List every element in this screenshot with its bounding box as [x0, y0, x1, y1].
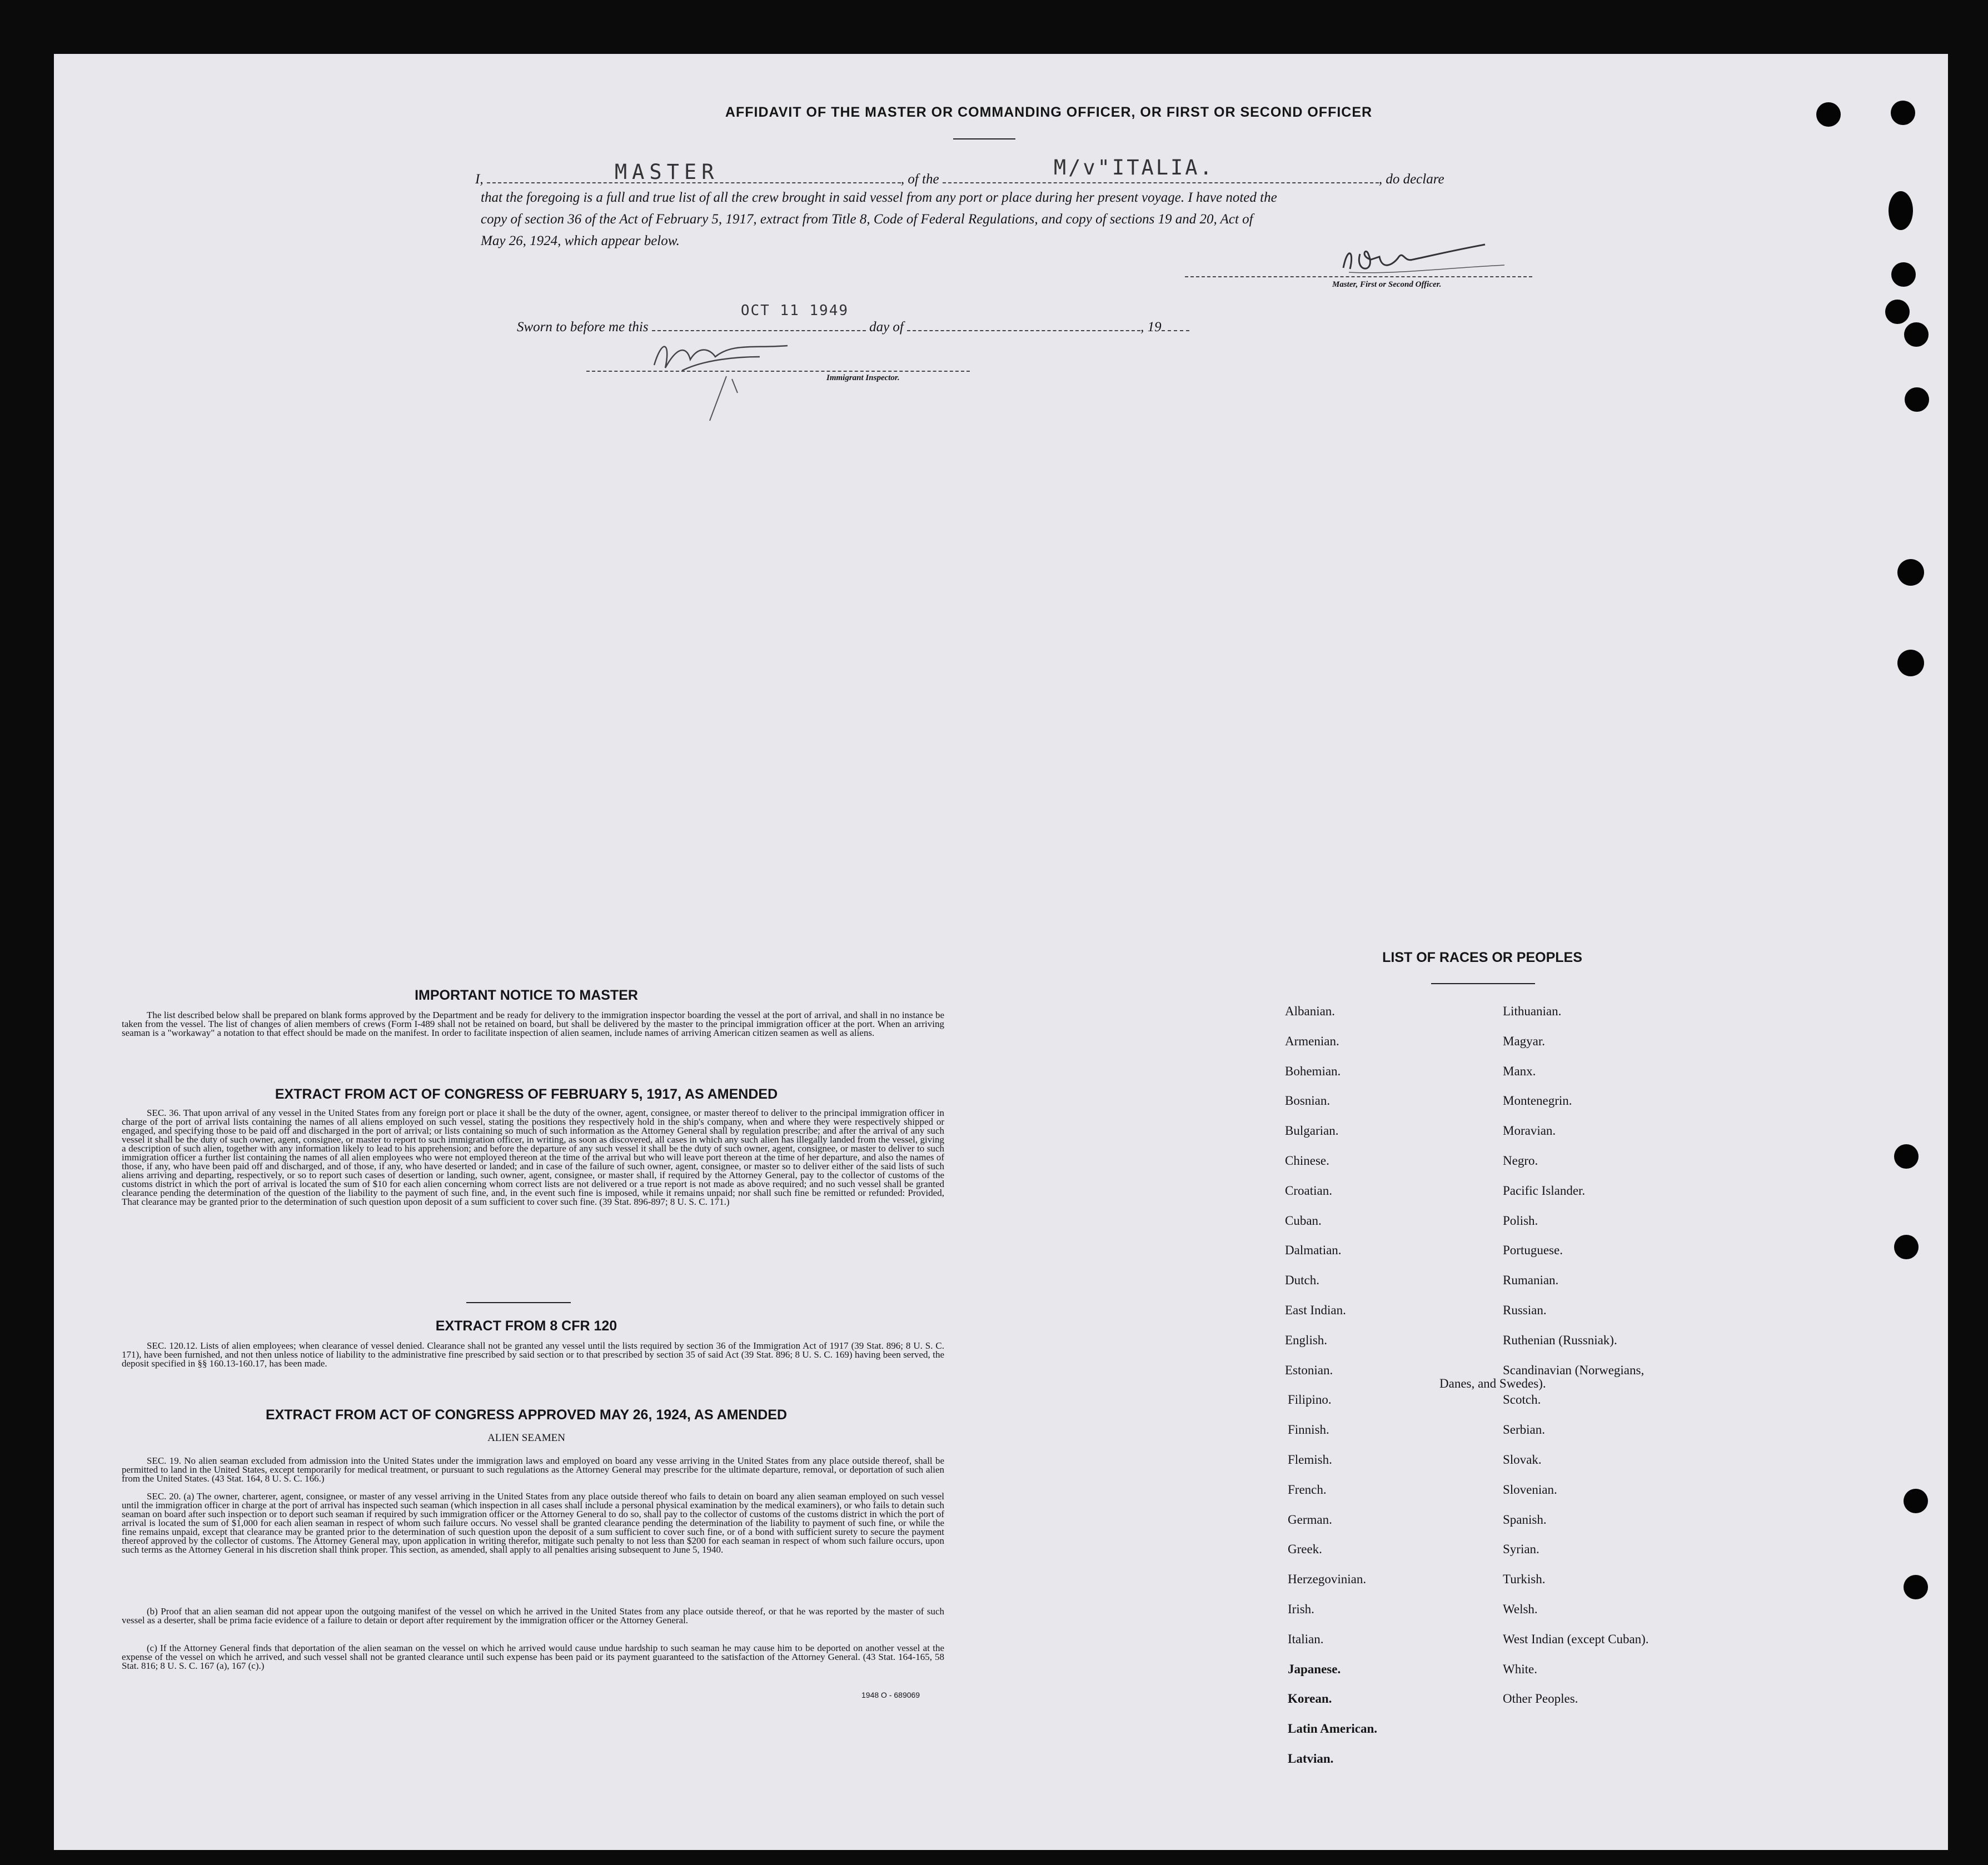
sworn-month-field[interactable] — [907, 316, 1140, 331]
extract-1917-text: SEC. 36. That upon arrival of any vessel in the United States from any foreign port or place it shall be the duty of the owner, agent, consignee, or master thereof to deliver to the principal immigration officer in charge of the port of arrival lists containing the names of all aliens employed on such vessel, stating the positions they respectively hold in the ship's company, when and where they were respectively shipped or engaged, and specifying those to be paid off and discharged in the port of arrival; or lists containing so much of such information as the Attorney General shall by regulation prescribe; and after the arrival of any such vessel it shall be the duty of such owner, agent, consignee, or master to report to such immigration officer, in writing, as soon as discovered, all cases in which any such alien has illegally landed from the vessel, giving a description of such alien, together with any information likely to lead to his apprehension; and before the departure of any such vessel it shall be the duty of such owner, agent, consignee, or master to deliver to such immigration officer a further list containing the names of all alien employees who were not employed thereon at the time of the arrival but who will leave port thereon at the time of her departure, and also the names of those, if any, who have been paid off and discharged, and of those, if any, who have deserted or landed; and in case of the failure of such owner, agent, consignee, or master so to deliver either of the said lists of such aliens arriving and departing, respectively, or so to report such cases of desertion or landing, such owner, agent, consignee, or master shall, if required by the Attorney General, pay to the collector of customs of the customs district in which the port of arrival is located the sum of $10 for each alien concerning whom correct lists are not delivered or a true report is not made as above required; and no such vessel shall be granted clearance pending the determination of the question of the liability to the payment of such fine, and, in the event such fine is imposed, while it remains unpaid; nor shall such fine be remitted or refunded: Provided, That clearance may be granted prior to the determination of such question upon deposit of a sum sufficient to cover such fine. (39 Stat. 896-897; 8 U. S. C. 171.) — [122, 1108, 944, 1207]
title-rule — [953, 138, 1015, 139]
punch-hole — [1904, 1575, 1928, 1599]
inspector-signature — [649, 326, 815, 443]
race-item-right: Scandinavian (Norwegians, — [1503, 1363, 1645, 1377]
extract-cfr-text: SEC. 120.12. Lists of alien employees; when clearance of vessel denied. Clearance shall not be granted any vessel until the lists required by section 36 of the Immigration Act of 1917 (39 Stat. 896; 8 U. S. C. 171), have been furnished, and not then unless notice of liability to the administrative fine prescribed by said section or to that prescribed by section 35 of said Act (39 Stat. 896; 8 U. S. C. 169) having been served, the deposit specified in §§ 160.13-160.17, has been made. — [122, 1340, 944, 1369]
race-item-right: Russian. — [1503, 1303, 1547, 1317]
extract-1924-sec20a: SEC. 20. (a) The owner, charterer, agent, consignee, or master of any vessel arriving in the United States from any place outside thereof who fails to detain on board any alien seaman employed on such vessel until the immigration officer in charge at the port of arrival has inspected such seaman (which inspection in all cases shall include a personal physical examination by the medical examiners), or who fails to detain such seaman on board after such inspection or to deport such seaman if required by such immigration officer or the Attorney General to do so, shall pay to the collector of customs of the customs district in which the port of arrival is located the sum of $1,000 for each alien seaman in respect of whom such failure occurs. No vessel shall be granted clearance pending the determination of the liability to payment of such fine, or while the fine remains unpaid, except that clearance may be granted prior to the determination of such question upon the deposit of a sum sufficient to cover such fine, or of a bond with sufficient surety to secure the payment thereof approved by the collector of customs. The Attorney General may, upon application in writing therefor, mitigate such penalty to not less than $200 for each seaman in respect of whom such failure occurs, upon such terms as the Attorney General in his discretion shall think proper. This section, as amended, shall apply to all penalties arising subsequent to June 5, 1940. — [122, 1491, 944, 1555]
race-item-right: Pacific Islander. — [1503, 1183, 1586, 1198]
vessel-field[interactable] — [943, 156, 1379, 183]
punch-hole — [1897, 650, 1924, 676]
race-item-left: Estonian. — [1285, 1363, 1333, 1377]
section-rule — [466, 1302, 571, 1303]
notice-title: IMPORTANT NOTICE TO MASTER — [415, 988, 638, 1003]
race-item-right: West Indian (except Cuban). — [1503, 1632, 1649, 1646]
inspector-caption: Immigrant Inspector. — [826, 373, 900, 382]
race-item-right: Turkish. — [1503, 1572, 1546, 1587]
races-title: LIST OF RACES OR PEOPLES — [1382, 950, 1582, 965]
extract-1924-sec20c: (c) If the Attorney General finds that deportation of the alien seaman on the vessel on which he arrived would cause undue hardship to such seaman he may cause him to be deported on another vessel at the expense of the vessel on which he arrived, and such vessel shall not be granted clearance until such expense has been paid or its payment guaranteed to the satisfaction of the Attorney General. (43 Stat. 164-165, 58 Stat. 816; 8 U. S. C. 167 (a), 167 (c).) — [122, 1643, 944, 1671]
day-of-label: day of — [869, 320, 904, 335]
race-item-left: Latin American. — [1288, 1722, 1377, 1736]
document-page — [54, 54, 1948, 1850]
race-item-left: Herzegovinian. — [1288, 1572, 1367, 1587]
race-item-right: Rumanian. — [1503, 1273, 1559, 1288]
year-prefix: , 19 — [1140, 320, 1162, 335]
race-item-left: East Indian. — [1285, 1303, 1346, 1317]
race-item-right: White. — [1503, 1662, 1537, 1676]
race-item-right: Slovenian. — [1503, 1482, 1557, 1497]
sworn-line — [517, 302, 1323, 338]
notice-text: The list described below shall be prepared on blank forms approved by the Department and be ready for delivery to the immigration inspector boarding the vessel at the port of arrival, and shall in no instance be taken from the vessel. The list of changes of alien members of crews (Form I-489 shall not be retained on board, but shall be delivered by the master to the principal immigration officer at the port. When an arriving seaman is a "workaway" a notation to that effect should be made on the manifest. In order to facilitate inspection of alien seamen, include names of arriving American citizen seamen as well as aliens. — [122, 1010, 944, 1038]
punch-hole — [1891, 262, 1916, 287]
affidavit-title: AFFIDAVIT OF THE MASTER OR COMMANDING OFFICER, OR FIRST OR SECOND OFFICER — [725, 104, 1373, 120]
race-item-left: Albanian. — [1285, 1004, 1336, 1018]
race-item-right: Moravian. — [1503, 1124, 1556, 1138]
affidavit-body-2: copy of section 36 of the Act of February 5, 1917, extract from Title 8, Code of Federal Regulations, and copy of sections 19 and 20, Act of — [481, 212, 1253, 227]
race-item-right: Lithuanian. — [1503, 1004, 1562, 1018]
punch-hole — [1905, 387, 1929, 412]
extract-1924-sec19: SEC. 19. No alien seaman excluded from admission into the United States under the immigration laws and employed on board any vesse arriving in the United States from any place outside thereof, shall be permitted to land in the United States, except temporarily for medical treatment, or pursuant to such regulations as the Attorney General may prescribe for the ultimate departure, removal, or deportation of such alien from the United States. (43 Stat. 164, 8 U. S. C. 166.) — [122, 1455, 944, 1484]
punch-hole — [1897, 559, 1924, 586]
affidavit-body-3: May 26, 1924, which appear below. — [481, 233, 680, 248]
signature-caption: Master, First or Second Officer. — [1332, 280, 1442, 289]
extract-cfr-title: EXTRACT FROM 8 CFR 120 — [435, 1318, 617, 1334]
vessel-stamp: M/v"ITALIA. — [1053, 156, 1214, 179]
race-item-right: Danes, and Swedes). — [1439, 1376, 1546, 1390]
race-item-left: Finnish. — [1288, 1423, 1329, 1437]
race-item-left: Filipino. — [1288, 1393, 1332, 1407]
race-item-left: German. — [1288, 1512, 1332, 1527]
date-stamp: OCT 11 1949 — [740, 302, 849, 319]
race-item-right: Negro. — [1503, 1154, 1538, 1168]
sworn-label: Sworn to before me this — [517, 320, 649, 335]
punch-hole — [1885, 300, 1910, 324]
race-item-right: Other Peoples. — [1503, 1692, 1578, 1706]
race-item-right: Scotch. — [1503, 1393, 1541, 1407]
races-title-rule — [1431, 983, 1535, 984]
race-item-left: Dalmatian. — [1285, 1243, 1342, 1258]
affidavit-line-1 — [475, 156, 1592, 190]
race-item-right: Polish. — [1503, 1213, 1538, 1228]
race-item-left: Cuban. — [1285, 1213, 1322, 1228]
master-signature — [1338, 240, 1560, 279]
race-item-left: English. — [1285, 1333, 1328, 1347]
punch-hole — [1894, 1144, 1919, 1169]
race-item-left: Flemish. — [1288, 1453, 1332, 1467]
punch-hole — [1889, 191, 1913, 230]
of-the-label: , of the — [900, 172, 939, 187]
race-item-left: Latvian. — [1288, 1752, 1334, 1766]
race-item-right: Slovak. — [1503, 1453, 1542, 1467]
race-item-left: Irish. — [1288, 1602, 1314, 1616]
race-item-left: Croatian. — [1285, 1183, 1332, 1198]
race-item-left: Greek. — [1288, 1542, 1322, 1557]
race-item-left: Japanese. — [1288, 1662, 1341, 1676]
race-item-right: Portuguese. — [1503, 1243, 1563, 1258]
inspector-line — [586, 371, 970, 372]
i-label: I, — [475, 172, 484, 187]
extract-1924-title: EXTRACT FROM ACT OF CONGRESS APPROVED MAY 26, 1924, AS AMENDED — [265, 1407, 788, 1423]
race-item-right: Ruthenian (Russniak). — [1503, 1333, 1617, 1347]
race-item-left: Korean. — [1288, 1692, 1332, 1706]
signature-line — [1185, 276, 1532, 277]
race-item-right: Welsh. — [1503, 1602, 1538, 1616]
do-declare-label: , do declare — [1378, 172, 1444, 187]
race-item-left: Italian. — [1288, 1632, 1324, 1646]
race-item-right: Syrian. — [1503, 1542, 1539, 1557]
extract-1924-subtitle: ALIEN SEAMEN — [487, 1432, 565, 1444]
race-item-left: Bohemian. — [1285, 1064, 1341, 1078]
punch-hole — [1816, 102, 1841, 127]
punch-hole — [1894, 1235, 1919, 1259]
punch-hole — [1904, 322, 1929, 347]
extract-1917-title: EXTRACT FROM ACT OF CONGRESS OF FEBRUARY 5, 1917, AS AMENDED — [275, 1086, 778, 1102]
race-item-left: Armenian. — [1285, 1034, 1339, 1048]
punch-hole — [1891, 101, 1915, 125]
extract-1924-sec20b: (b) Proof that an alien seaman did not appear upon the outgoing manifest of the vessel on which he arrived in the United States from any place outside thereof, or that he was reported by the master of such vessel as a deserter, shall be prima facie evidence of a failure to detain or deport after requirement by the immigration officer or the Attorney General. — [122, 1606, 944, 1625]
punch-hole — [1904, 1489, 1928, 1513]
race-item-left: Bosnian. — [1285, 1094, 1331, 1108]
print-code: 1948 O - 689069 — [861, 1691, 920, 1699]
officer-stamp: MASTER — [614, 160, 719, 184]
race-item-right: Manx. — [1503, 1064, 1536, 1078]
race-item-left: French. — [1288, 1482, 1327, 1497]
race-item-right: Spanish. — [1503, 1512, 1547, 1527]
sworn-year-field[interactable] — [1162, 316, 1189, 331]
race-item-left: Dutch. — [1285, 1273, 1319, 1288]
affidavit-body-1: that the foregoing is a full and true list of all the crew brought in said vessel from any port or place during her present voyage. I have noted the — [481, 190, 1277, 205]
race-item-right: Montenegrin. — [1503, 1094, 1572, 1108]
race-item-left: Chinese. — [1285, 1154, 1329, 1168]
race-item-left: Bulgarian. — [1285, 1124, 1339, 1138]
race-item-right: Magyar. — [1503, 1034, 1546, 1048]
officer-field[interactable] — [487, 160, 901, 184]
race-item-right: Serbian. — [1503, 1423, 1546, 1437]
